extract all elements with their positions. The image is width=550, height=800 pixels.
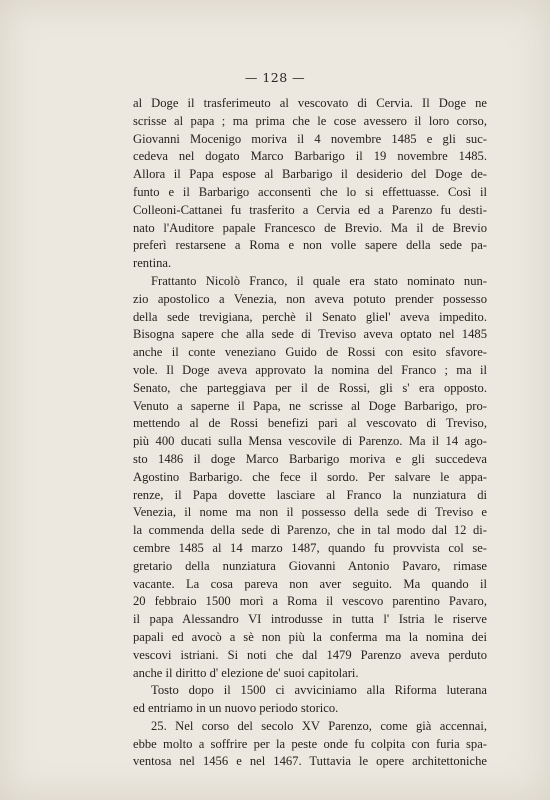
text-line: più 400 ducati sulla Mensa vescovile di Parenzo. Ma il 14 ago- (133, 434, 487, 449)
text-line: funto e il Barbarigo acconsentì che lo si effettuasse. Così il (133, 184, 487, 199)
body-text (133, 95, 487, 771)
text-line: mettendo al de Rossi benefizi pari al vescovato di Treviso, (133, 416, 487, 431)
text-line: Tosto dopo il 1500 ci avviciniamo alla Riforma luterana (151, 683, 487, 698)
text-line: nato l'Auditore papale Francesco de Brevio. Ma il de Brevio (133, 220, 487, 235)
text-line: il papa Alessandro VI introdusse in tutta l' Istria le riserve (133, 612, 487, 627)
text-line: Allora il Papa espose al Barbarigo il desiderio del Doge de- (133, 167, 487, 182)
text-line: ed entriamo in un nuovo periodo storico. (133, 701, 339, 716)
text-line: papali ed avocò a sè non più la conferma ma la nomina dei (133, 629, 487, 644)
text-line: vole. Il Doge aveva approvato la nomina del Franco ; ma il (133, 362, 487, 377)
text-line: Colleoni-Cattanei fu trasferito a Cervia ed a Parenzo fu desti- (133, 202, 487, 217)
text-line: cembre 1485 al 14 marzo 1487, quando fu provvista col se- (133, 540, 487, 555)
text-line: scrisse al papa ; ma prima che le cose avessero il loro corso, (133, 113, 487, 128)
text-line: vescovi istriani. Si noti che dal 1479 Parenzo aveva perduto (133, 647, 487, 662)
text-line: 20 febbraio 1500 morì a Roma il vescovo parentino Pavaro, (133, 594, 487, 609)
text-line: renze, il Papa dovette lasciare al Franco la nunziatura di (133, 487, 487, 502)
text-line: Frattanto Nicolò Franco, il quale era stato nominato nun- (151, 273, 487, 288)
text-line: sto 1486 il doge Marco Barbarigo moriva e gli succedeva (133, 451, 487, 466)
text-line: la commenda della sede di Parenzo, che in tal modo dal 12 di- (133, 523, 487, 538)
text-line: zio apostolico a Venezia, non aveva potuto prender possesso (133, 291, 487, 306)
text-line: cedeva nel dogato Marco Barbarigo il 19 novembre 1485. (133, 149, 487, 164)
text-line: preferì restarsene a Roma e non volle sapere della sede pa- (133, 238, 487, 253)
text-line: della sede trevigiana, perchè il Senato gliel' aveva impedito. (133, 309, 487, 324)
text-line: Agostino Barbarigo. che fece il sordo. Per salvare le appa- (133, 469, 487, 484)
text-line: al Doge il trasferimeuto al vescovato di Cervia. Il Doge ne (133, 96, 487, 110)
text-line: 25. Nel corso del secolo XV Parenzo, come già accennai, (151, 718, 487, 733)
text-line: Bisogna sapere che alla sede di Treviso aveva optato nel 1485 (133, 327, 487, 342)
text-line: gretario della nunziatura Giovanni Antonio Pavaro, rimase (133, 558, 487, 573)
text-line: ebbe molto a soffrire per la peste onde fu colpita con furia spa- (133, 736, 487, 751)
text-line: Venezia, il nome ma non il possesso della sede di Treviso e (133, 505, 487, 520)
text-line: anche il diritto d' elezione de' suoi capitolari. (133, 665, 359, 680)
text-line: ventosa nel 1456 e nel 1467. Tuttavia le opere architettoniche (133, 754, 487, 769)
text-line: rentina. (133, 256, 172, 271)
text-line: Senato, che parteggiava per il de Rossi, gli s' era opposto. (133, 380, 487, 395)
text-line: anche il conte veneziano Guido de Rossi con esito sfavore- (133, 345, 487, 360)
text-line: Venuto a saperne il Papa, ne scrisse al Doge Barbarigo, pro- (133, 398, 487, 413)
text-line: vacante. La cosa pareva non aver seguito. Ma quando il (133, 576, 487, 591)
text-line: Giovanni Mocenigo moriva il 4 novembre 1485 e gli suc- (133, 131, 487, 146)
page-number: — 128 — (244, 70, 306, 85)
